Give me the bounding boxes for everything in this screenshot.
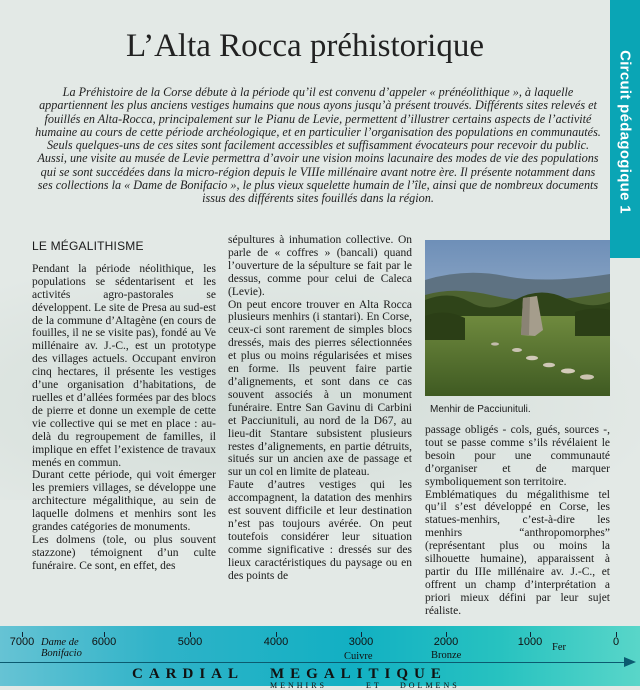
photo-caption: Menhir de Pacciunituli. bbox=[430, 404, 531, 415]
column-3 bbox=[425, 424, 610, 618]
period-et: ET bbox=[366, 681, 382, 690]
tick-label: 4000 bbox=[263, 636, 289, 648]
paragraph: Faute d’autres vestiges qui les accompagnent, la datation des menhirs est souvent difficile et leur destination n’est pas toujours avérée. On peut toutefois considérer leur situation comme significative : dressés sur des lieux caractéristiques du paysage ou en des points de bbox=[228, 479, 412, 582]
period-cardial: CARDIAL bbox=[132, 666, 245, 682]
label-dame: Dame de bbox=[41, 637, 79, 648]
page-title: L’Alta Rocca préhistorique bbox=[125, 28, 484, 64]
intro-paragraph: La Préhistoire de la Corse débute à la période qu’il est convenu d’appeler « prénéolithique », à laquelle appartiennent les plus anciens vestiges humains que nous ayons jusqu’à présent trouvés. Différents sites relevés et fouillés en Alta-Rocca, principalement sur le Pianu de Levie, permettent d’illustrer certains aspects de l’activité humaine au cours de cette période archéologique, et en particulier l’organisation des populations en communautés. Seuls quelques-uns de ces sites sont facilement accessibles et suffisamment évocateurs pour recevoir du public. Aussi, une visite au musée de Levie permettra d’avoir une vision moins lacunaire des modes de vie des populations qui se sont succédées dans la micro-région depuis le VIIIe millénaire avant notre ère. Il présente notamment dans ses collections la « Dame de Bonifacio », le plus vieux squelette humain de l’île, ainsi que de nombreux documents issus des différents sites fouillés dans la région. bbox=[35, 85, 601, 206]
tick-label: 6000 bbox=[91, 636, 117, 648]
menhir-photo bbox=[425, 240, 610, 396]
column-1 bbox=[32, 240, 216, 573]
paragraph: passage obligés - cols, gués, sources -, tout se passe comme s’ils révélaient le besoin pour une communauté d’organiser et de marquer symboliquement son territoire. bbox=[425, 424, 610, 488]
tick-label: 0 bbox=[612, 636, 620, 648]
paragraph: Pendant la période néolithique, les populations se sédentarisent et les activités agro-pastorales se développent. Le site de Presa au sud-est de la commune d’Altagène (en cours de fouilles, il ne se visite pas), fondé au Ve millénaire av. J.-C., est un prototype des villages actuels. Occupant environ cinq hectares, il présente les vestiges d’une organisation d’habitations, de ruelles et d’allées formées par des blocs de pierre et donne un exemple de cette vie collective qui se met en place : au-delà du regroupement de familles, il implique en effet l’existence de travaux menés en commun. bbox=[32, 262, 216, 469]
period-menhirs: MENHIRS bbox=[270, 681, 328, 690]
tick-label: 2000 bbox=[433, 636, 459, 648]
paragraph: Durant cette période, qui voit émerger les premiers villages, se développe une architecture mégalithique, au sein de laquelle dolmens et menhirs sont les grandes catégories de monuments. bbox=[32, 469, 216, 534]
label-cuivre: Cuivre bbox=[344, 651, 373, 662]
tick-label: 1000 bbox=[517, 636, 543, 648]
arrow-right-icon bbox=[624, 657, 636, 667]
label-bronze: Bronze bbox=[431, 650, 462, 661]
section-heading: LE MÉGALITHISME bbox=[32, 239, 144, 253]
timeline-axis bbox=[0, 662, 632, 663]
label-fer: Fer bbox=[552, 642, 566, 653]
side-tab-label: Circuit pédagogique 1 bbox=[616, 50, 634, 214]
paragraph: sépultures à inhumation collective. On parle de « coffres » (bancali) quand l’ouverture de la sépulture se fait par le dessus, comme pour celui de Caleca (Levie). bbox=[228, 234, 412, 298]
label-bonifacio: Bonifacio bbox=[41, 648, 82, 659]
paragraph: Les dolmens (tole, ou plus souvent stazzone) témoignent d’un culte funéraire. Ce sont, en effet, des bbox=[32, 533, 216, 572]
chronology-timeline bbox=[0, 626, 640, 690]
tick-label: 5000 bbox=[177, 636, 203, 648]
paragraph: Emblématiques du mégalithisme tel qu’il s’est développé en Corse, les statues-menhirs, c’est-à-dire les menhirs “anthropomorphes” (représentant plus ou moins la silhouette humaine), apparaissent à partir du IIIe millénaire av. J.-C., et offrent un champ d’interprétation a priori mieux défini par leur sujet réaliste. bbox=[425, 488, 610, 617]
tick-label: 3000 bbox=[348, 636, 374, 648]
column-2 bbox=[228, 234, 412, 582]
period-megalitique: MEGALITIQUE bbox=[270, 666, 447, 682]
period-dolmens: DOLMENS bbox=[400, 681, 460, 690]
paragraph: On peut encore trouver en Alta Rocca plusieurs menhirs (i stantari). En Corse, ceux-ci sont rarement de simples blocs dressés, mais des pierres sélectionnées et plus ou moins régularisées et mises en forme. Ils peuvent faire partie d’alignements, et sont dans ce cas souvent associés à un monument funéraire. Entre San Gavinu di Carbini et Pacciunituli, au nord de la D67, au lieu-dit Stantare subsistent plusieurs restes d’alignements, en partie détruits, situés sur un ancien axe de passage et sur un col en limite de plateau. bbox=[228, 298, 412, 479]
tick-label: 7000 bbox=[9, 636, 35, 648]
